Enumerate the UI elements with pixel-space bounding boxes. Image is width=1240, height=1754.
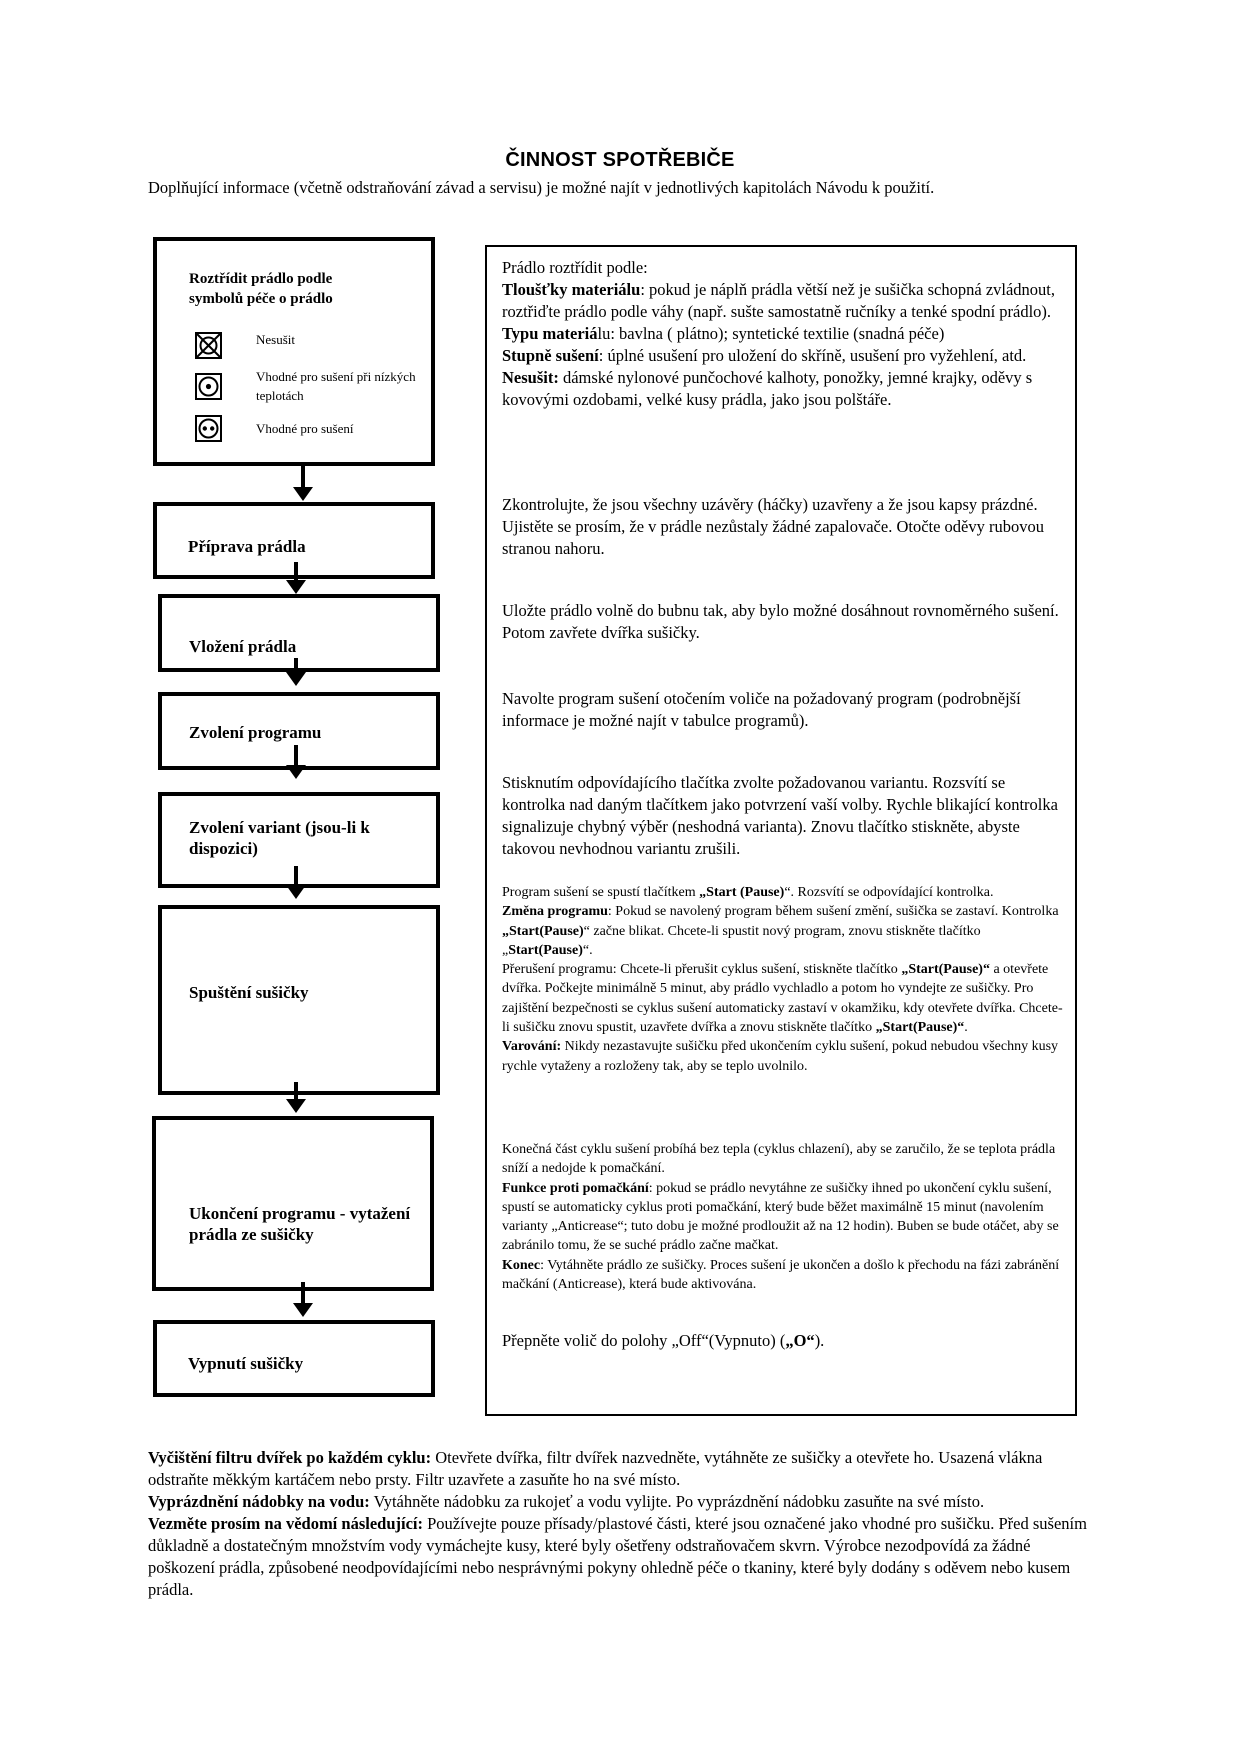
anticrease-paragraph: Funkce proti pomačkání: pokud se prádlo nevytáhne ze sušičky ihned po ukončení cyklu sušení, spustí se automaticky cyklus proti pomačkání, který bude běžet maximálně 15 minut (navolením varianty „Anticrease“; tuto dobu je možné prodloužit až na 12 hodin). Buben se bude otáčet, aby se zabránilo tomu, že se suché prádlo začne mačkat.	[502, 1180, 1059, 1254]
symbol-label: Nesušit	[256, 332, 295, 347]
sort-intro: Prádlo roztřídit podle:	[502, 258, 648, 277]
program-instructions: Navolte program sušení otočením voliče na požadovaný program (podrobnější informace je možné najít v tabulce programů).	[502, 689, 1021, 730]
step-label: Ukončení programu - vytažení prádla ze sušičky	[189, 1204, 411, 1244]
page-title: ČINNOST SPOTŘEBIČE	[505, 149, 735, 171]
step-label: Příprava prádla	[188, 537, 306, 556]
sort-item-degree: Stupně sušení: úplné usušení pro uložení do skříně, usušení pro vyžehlení, atd.	[502, 346, 1027, 365]
variants-instructions: Stisknutím odpovídajícího tlačítka zvolte požadovanou variantu. Rozsvítí se kontrolka nad daným tlačítkem jako potvrzení vaší volby. Rychle blikající kontrolka signalizuje chybný výběr (neshodná varianta). Znovu tlačítko stiskněte, abyste takovou nevhodnou variantu zrušili.	[502, 773, 1058, 858]
change-program-paragraph: Změna programu: Pokud se navolený program během sušení změní, sušička se zastaví. Kontrolka „Start(Pause)“ začne blikat. Chcete-li spustit nový program, znovu stiskněte tlačítko „Start(Pause)“.	[502, 904, 1059, 958]
filter-note: Vyčištění filtru dvířek po každém cyklu: Otevřete dvířka, filtr dvířek nazvedněte, vytáhněte ze sušičky a otevřete ho. Usazená vlákna odstraňte měkkým kartáčem nebo prsty. Filtr uzavřete a zasuňte ho na své místo.	[148, 1448, 1043, 1489]
step-label: Vložení prádla	[189, 637, 297, 656]
sort-item-do-not-dry: Nesušit: dámské nylonové punčochové kalhoty, ponožky, jemné krajky, oděvy s kovovými ozdobami, velké kusy prádla, jako jsou polštáře.	[502, 368, 1033, 409]
attention-note: Vezměte prosím na vědomí následující: Používejte pouze přísady/plastové části, které jsou označené jako vhodné pro sušičku. Před sušením důkladně a dostatečným množstvím vody vymáchejte kusy, které byly ošetřeny odstraňovačem skvrn. Výrobce nezodpovídá za žádné poškození prádla, způsobené neodpovídajícími nebo nesprávnými pokyny ohledně péče o tkaniny, které byly dodány s oděvem nebo kusem prádla.	[148, 1514, 1087, 1599]
do-not-tumble-dry-icon	[195, 332, 222, 359]
sort-instructions	[502, 257, 1064, 411]
symbol-label: Vhodné pro sušení	[256, 421, 354, 436]
interrupt-program-paragraph: Přerušení programu: Chcete-li přerušit cyklus sušení, stiskněte tlačítko „Start(Pause)“ a otevřete dvířka. Počkejte minimálně 5 minut, aby prádlo vychladlo a potom ho vyndejte ze sušičky. Pro zajištění bezpečnosti se cyklus sušení automaticky zastaví v okamžiku, kdy otevřete dvířka. Chcete-li sušičku znovu spustit, uzavřete dvířka a znovu stiskněte tlačítko „Start(Pause)“.	[502, 962, 1063, 1036]
off-instructions: Přepněte volič do polohy „Off“(Vypnuto) („O“).	[502, 1331, 825, 1350]
start-paragraph: Program sušení se spustí tlačítkem „Start (Pause)“. Rozsvítí se odpovídající kontrolka.	[502, 885, 994, 900]
step-box-program	[158, 692, 440, 770]
step-label: Spuštění sušičky	[189, 983, 309, 1002]
step-box-off	[153, 1320, 435, 1397]
step-box-variants	[158, 792, 440, 888]
sort-item-type: Typu materiálu: bavlna ( plátno); syntetické textilie (snadná péče)	[502, 324, 945, 343]
load-instructions: Uložte prádlo volně do bubnu tak, aby bylo možné dosáhnout rovnoměrného sušení. Potom zavřete dvířka sušičky.	[502, 601, 1059, 642]
step-box-start	[158, 905, 440, 1095]
tumble-dry-normal-icon	[195, 415, 222, 442]
instructions-panel	[485, 245, 1077, 1416]
start-instructions	[502, 883, 1064, 1076]
step-label: Zvolení variant (jsou-li k dispozici)	[189, 818, 370, 858]
sort-box-heading: Roztřídit prádlo podle symbolů péče o prádlo	[189, 271, 333, 307]
finish-instructions	[502, 1140, 1064, 1294]
sort-laundry-box	[153, 237, 435, 466]
step-label: Vypnutí sušičky	[188, 1354, 304, 1373]
step-box-finish	[152, 1116, 434, 1291]
tumble-dry-low-icon	[195, 373, 222, 400]
cooling-paragraph: Konečná část cyklu sušení probíhá bez tepla (cyklus chlazení), aby se zaručilo, že se teplota prádla sníží a nedojde k pomačkání.	[502, 1142, 1056, 1177]
prepare-instructions: Zkontrolujte, že jsou všechny uzávěry (háčky) uzavřeny a že jsou kapsy prázdné. Ujistěte se prosím, že v prádle nezůstaly žádné zapalovače. Otočte oděvy rubovou stranou nahoru.	[502, 495, 1045, 558]
end-paragraph: Konec: Vytáhněte prádlo ze sušičky. Proces sušení je ukončen a došlo k přechodu na fázi zabránění mačkání (Anticrease), která bude aktivována.	[502, 1257, 1060, 1293]
sort-item-thickness: Tloušťky materiálu: pokud je náplň prádla větší než je sušička schopná zvládnout, roztřiďte prádlo podle váhy (např. sušte samostatně ručníky a tenké spodní prádlo).	[502, 280, 1056, 321]
symbol-label: Vhodné pro sušení při nízkých teplotách	[256, 369, 416, 403]
step-label: Zvolení programu	[189, 723, 322, 742]
water-container-note: Vyprázdnění nádobky na vodu: Vytáhněte nádobku za rukojeť a vodu vylijte. Po vyprázdnění nádobku zasuňte na své místo.	[148, 1492, 985, 1511]
step-box-load	[158, 594, 440, 672]
bottom-notes	[148, 1447, 1098, 1601]
warning-paragraph: Varování: Nikdy nezastavujte sušičku před ukončením cyklu sušení, pokud nebudou všechny kusy rychle vytaženy a rozloženy tak, aby se teplo uvolnilo.	[502, 1039, 1059, 1074]
page-subtitle: Doplňující informace (včetně odstraňování závad a servisu) je možné najít v jednotlivých kapitolách Návodu k použití.	[148, 178, 935, 197]
